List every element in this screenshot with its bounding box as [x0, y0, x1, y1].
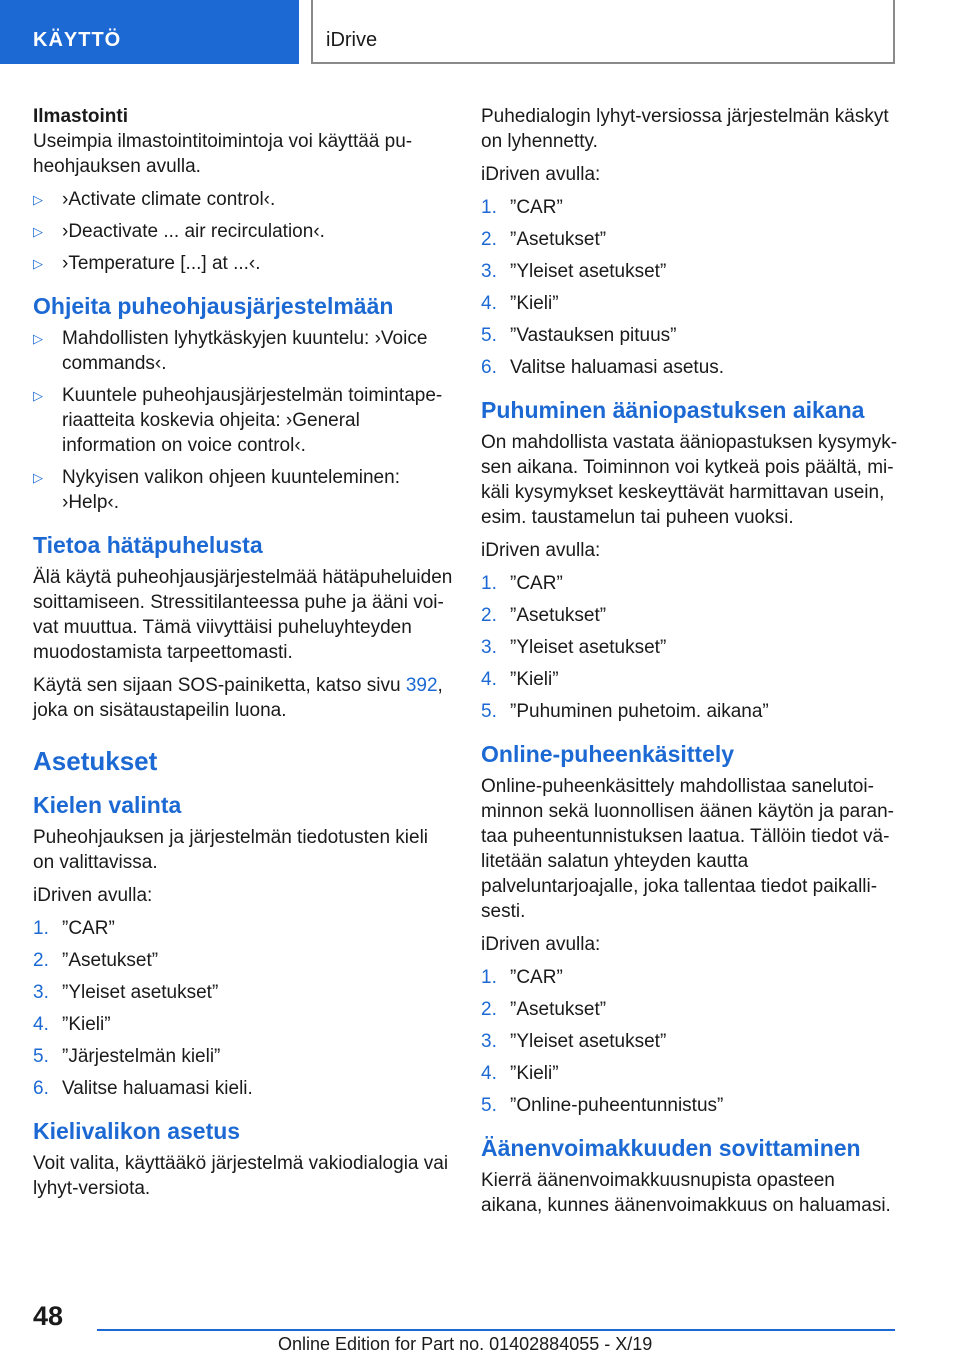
speak-via: iDriven avulla: — [481, 540, 601, 561]
list-item: 4. ”Kieli” — [481, 669, 559, 690]
list-item: 1. ”CAR” — [481, 967, 563, 988]
language-menu-text: Voit valita, käyttääkö järjestelmä vakiodialogia vai lyhyt-versiota. — [33, 1153, 449, 1199]
hints-list — [33, 326, 453, 515]
list-item: 4. ”Kieli” — [33, 1014, 111, 1035]
footer-divider — [97, 1329, 895, 1331]
list-item: 6. Valitse haluamasi asetus. — [481, 357, 725, 378]
triangle-bullet-icon: ▷ — [33, 331, 43, 346]
climate-text: Useimpia ilmastointitoimintoja voi käyttää pu-heohjauksen avulla. — [33, 131, 413, 177]
section-tab — [0, 0, 299, 64]
speak-steps — [481, 571, 901, 724]
list-item: 5. ”Puhuminen puhetoim. aikana” — [481, 701, 769, 722]
list-item: ▷ Kuuntele puheohjausjärjestelmän toimintape-riaatteita koskevia ohjeita: ›General information on voice control‹. — [33, 385, 443, 456]
language-heading: Kielen valinta — [33, 792, 182, 818]
list-item: ▷ Mahdollisten lyhytkäskyjen kuuntelu: ›Voice commands‹. — [33, 328, 428, 374]
speak-heading: Puhuminen ääniopastuksen aikana — [481, 397, 865, 423]
list-item: 3. ”Yleiset asetukset” — [33, 982, 219, 1003]
online-heading: Online-puheenkäsittely — [481, 741, 735, 767]
language-text: Puheohjauksen ja järjestelmän tiedotusten kieli on valittavissa. — [33, 827, 429, 873]
volume-text: Kierrä äänenvoimakkuusnupista opasteen aikana, kunnes äänenvoimakkuus on haluamasi. — [481, 1170, 891, 1216]
list-item: 4. ”Kieli” — [481, 1063, 559, 1084]
list-item: ▷ ›Activate climate control‹. — [33, 189, 276, 210]
chapter-label: iDrive — [326, 29, 378, 51]
sos-text: Käytä sen sijaan SOS-painiketta, katso sivu 392, joka on sisätaustapeilin luona. — [33, 675, 443, 721]
triangle-bullet-icon: ▷ — [33, 470, 43, 485]
list-item: 2. ”Asetukset” — [33, 950, 159, 971]
triangle-bullet-icon: ▷ — [33, 256, 43, 271]
triangle-bullet-icon: ▷ — [33, 192, 43, 207]
list-item: 1. ”CAR” — [481, 573, 563, 594]
climate-heading: Ilmastointi — [33, 106, 129, 127]
short-version-text: Puhedialogin lyhyt-versiossa järjestelmän käskyt on lyhennetty. — [481, 106, 889, 152]
settings-heading: Asetukset — [33, 746, 158, 776]
online-via: iDriven avulla: — [481, 934, 601, 955]
list-item: 5. ”Järjestelmän kieli” — [33, 1046, 221, 1067]
triangle-bullet-icon: ▷ — [33, 224, 43, 239]
list-item: 2. ”Asetukset” — [481, 605, 607, 626]
list-item: 4. ”Kieli” — [481, 293, 559, 314]
speak-text: On mahdollista vastata ääniopastuksen kysymyk-sen aikana. Toiminnon voi kytkeä pois päältä, mi-käli kysymykset keskeyttävät harmittavan usein, esim. taustamelun tai puheen vuoksi. — [481, 432, 898, 528]
triangle-bullet-icon: ▷ — [33, 388, 43, 403]
list-item: 6. Valitse haluamasi kieli. — [33, 1078, 253, 1099]
right-column — [481, 104, 901, 1226]
volume-heading: Äänenvoimakkuuden sovittaminen — [481, 1135, 861, 1161]
online-steps — [481, 965, 901, 1118]
hints-heading: Ohjeita puheohjausjärjestelmään — [33, 293, 394, 319]
short-version-via: iDriven avulla: — [481, 164, 601, 185]
list-item: ▷ Nykyisen valikon ohjeen kuunteleminen: ›Help‹. — [33, 467, 400, 513]
list-item: 3. ”Yleiset asetukset” — [481, 261, 667, 282]
chapter-header — [311, 0, 895, 64]
section-label: KÄYTTÖ — [33, 29, 122, 51]
list-item: 2. ”Asetukset” — [481, 999, 607, 1020]
climate-command-list — [33, 187, 453, 276]
language-via: iDriven avulla: — [33, 885, 153, 906]
list-item: 5. ”Online-puheentunnistus” — [481, 1095, 724, 1116]
list-item: 1. ”CAR” — [481, 197, 563, 218]
list-item: 1. ”CAR” — [33, 918, 115, 939]
list-item: 3. ”Yleiset asetukset” — [481, 637, 667, 658]
short-version-steps — [481, 195, 901, 380]
online-text: Online-puheenkäsittely mahdollistaa sanelutoi-minnon sekä luonnollisen äänen käytön ja paran-taa puheentunnistuksen laatua. Tällöin tiedot vä-litetään salatun yhteyden kautta palveluntarjoajalle, joka tallentaa tiedot paikalli-sesti. — [481, 776, 894, 922]
list-item: 3. ”Yleiset asetukset” — [481, 1031, 667, 1052]
language-menu-heading: Kielivalikon asetus — [33, 1118, 241, 1144]
list-item: ▷ ›Deactivate ... air recirculation‹. — [33, 221, 325, 242]
language-steps — [33, 916, 453, 1101]
list-item: 2. ”Asetukset” — [481, 229, 607, 250]
list-item: ▷ ›Temperature [...] at ...‹. — [33, 253, 261, 274]
left-column — [33, 104, 453, 1209]
emergency-text: Älä käytä puheohjausjärjestelmää hätäpuheluiden soittamiseen. Stressitilanteessa puhe ja ääni voi-vat muuttua. Tämä viivyttäisi puheluyhteyden muodostamista tarpeettomasti. — [33, 567, 453, 663]
list-item: 5. ”Vastauksen pituus” — [481, 325, 677, 346]
edition-footer: Online Edition for Part no. 01402884055 - X/19 — [278, 1334, 653, 1354]
page-reference-link[interactable]: 392 — [405, 675, 438, 696]
emergency-heading: Tietoa hätäpuhelusta — [33, 532, 263, 558]
page-number: 48 — [33, 1301, 64, 1331]
